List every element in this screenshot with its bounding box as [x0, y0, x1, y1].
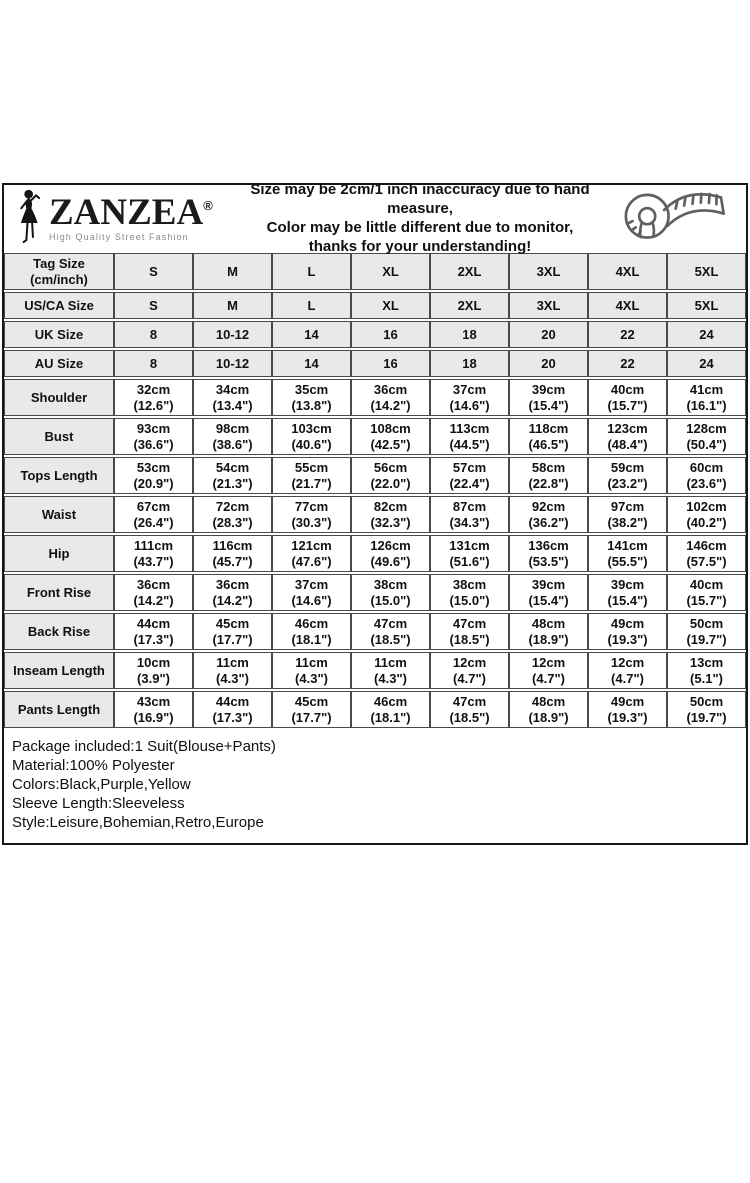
note-line: Sleeve Length:Sleeveless — [12, 795, 185, 812]
table-cell: 39cm (15.4") — [588, 574, 667, 611]
table-cell: 97cm (38.2") — [588, 496, 667, 533]
table-cell: L — [272, 253, 351, 290]
table-cell: 32cm (12.6") — [114, 379, 193, 416]
table-cell: 22 — [588, 350, 667, 377]
table-cell: 8 — [114, 321, 193, 348]
table-cell: 4XL — [588, 292, 667, 319]
brand-logo — [8, 188, 236, 249]
table-cell: 67cm (26.4") — [114, 496, 193, 533]
table-cell: 24 — [667, 321, 746, 348]
table-cell: 12cm (4.7") — [588, 652, 667, 689]
table-cell: 35cm (13.8") — [272, 379, 351, 416]
table-cell: 46cm (18.1") — [351, 691, 430, 728]
table-cell: 34cm (13.4") — [193, 379, 272, 416]
table-cell: S — [114, 292, 193, 319]
table-cell: 60cm (23.6") — [667, 457, 746, 494]
table-row — [4, 574, 746, 611]
table-cell: 39cm (15.4") — [509, 379, 588, 416]
table-cell: XL — [351, 292, 430, 319]
row-label: UK Size — [4, 321, 114, 348]
table-cell: 82cm (32.3") — [351, 496, 430, 533]
table-row — [4, 613, 746, 650]
table-row — [4, 379, 746, 416]
table-cell: 10cm (3.9") — [114, 652, 193, 689]
table-cell: 102cm (40.2") — [667, 496, 746, 533]
table-cell: 93cm (36.6") — [114, 418, 193, 455]
table-cell: 121cm (47.6") — [272, 535, 351, 572]
table-cell: 72cm (28.3") — [193, 496, 272, 533]
table-cell: 2XL — [430, 253, 509, 290]
table-cell: 111cm (43.7") — [114, 535, 193, 572]
table-cell: 24 — [667, 350, 746, 377]
table-cell: 59cm (23.2") — [588, 457, 667, 494]
table-cell: 49cm (19.3") — [588, 691, 667, 728]
table-cell: 48cm (18.9") — [509, 691, 588, 728]
row-label: Pants Length — [4, 691, 114, 728]
table-cell: 49cm (19.3") — [588, 613, 667, 650]
table-cell: 11cm (4.3") — [193, 652, 272, 689]
brand-tagline: High Quality Street Fashion — [49, 232, 189, 242]
row-label: Front Rise — [4, 574, 114, 611]
table-cell: M — [193, 292, 272, 319]
table-cell: 36cm (14.2") — [114, 574, 193, 611]
row-label: Waist — [4, 496, 114, 533]
size-chart-sheet — [2, 183, 748, 845]
table-cell: XL — [351, 253, 430, 290]
registered-mark-icon: ® — [203, 198, 213, 213]
table-cell: 141cm (55.5") — [588, 535, 667, 572]
row-label: Shoulder — [4, 379, 114, 416]
table-cell: 36cm (14.2") — [351, 379, 430, 416]
table-cell: 116cm (45.7") — [193, 535, 272, 572]
table-cell: 54cm (21.3") — [193, 457, 272, 494]
table-cell: 2XL — [430, 292, 509, 319]
row-label: Bust — [4, 418, 114, 455]
table-cell: 16 — [351, 350, 430, 377]
table-cell: 118cm (46.5") — [509, 418, 588, 455]
table-row — [4, 535, 746, 572]
table-cell: 58cm (22.8") — [509, 457, 588, 494]
table-cell: 3XL — [509, 253, 588, 290]
table-cell: 20 — [509, 350, 588, 377]
table-cell: 18 — [430, 321, 509, 348]
table-cell: 56cm (22.0") — [351, 457, 430, 494]
table-row — [4, 691, 746, 728]
table-cell: 10-12 — [193, 321, 272, 348]
table-cell: 4XL — [588, 253, 667, 290]
disclaimer-line-3: thanks for your understanding! — [308, 238, 532, 255]
table-row — [4, 350, 746, 377]
table-cell: 40cm (15.7") — [588, 379, 667, 416]
table-cell: 45cm (17.7") — [193, 613, 272, 650]
table-cell: 44cm (17.3") — [193, 691, 272, 728]
row-label: Back Rise — [4, 613, 114, 650]
note-line: Material:100% Polyester — [12, 757, 175, 774]
table-row — [4, 457, 746, 494]
table-cell: 38cm (15.0") — [430, 574, 509, 611]
product-notes — [4, 730, 746, 843]
table-row — [4, 321, 746, 348]
table-cell: 37cm (14.6") — [272, 574, 351, 611]
table-cell: 43cm (16.9") — [114, 691, 193, 728]
table-cell: 8 — [114, 350, 193, 377]
table-row — [4, 418, 746, 455]
table-cell: 47cm (18.5") — [430, 613, 509, 650]
table-cell: 18 — [430, 350, 509, 377]
table-cell: 22 — [588, 321, 667, 348]
table-cell: S — [114, 253, 193, 290]
table-cell: 11cm (4.3") — [272, 652, 351, 689]
table-cell: 36cm (14.2") — [193, 574, 272, 611]
size-table — [4, 251, 746, 730]
row-label: Tops Length — [4, 457, 114, 494]
table-cell: 48cm (18.9") — [509, 613, 588, 650]
table-cell: 5XL — [667, 292, 746, 319]
table-cell: 38cm (15.0") — [351, 574, 430, 611]
disclaimer-line-1: Size may be 2cm/1 inch inaccuracy due to hand measure, — [250, 181, 590, 217]
table-cell: 13cm (5.1") — [667, 652, 746, 689]
table-cell: 126cm (49.6") — [351, 535, 430, 572]
table-cell: 103cm (40.6") — [272, 418, 351, 455]
note-line: Package included:1 Suit(Blouse+Pants) — [12, 738, 276, 755]
table-cell: 77cm (30.3") — [272, 496, 351, 533]
table-row — [4, 652, 746, 689]
table-cell: 10-12 — [193, 350, 272, 377]
table-cell: 40cm (15.7") — [667, 574, 746, 611]
table-cell: 47cm (18.5") — [430, 691, 509, 728]
table-cell: 45cm (17.7") — [272, 691, 351, 728]
measuring-tape-icon — [604, 186, 742, 250]
table-cell: 108cm (42.5") — [351, 418, 430, 455]
table-cell: 55cm (21.7") — [272, 457, 351, 494]
brand-text-block — [49, 194, 213, 242]
row-label: US/CA Size — [4, 292, 114, 319]
row-label: Hip — [4, 535, 114, 572]
table-cell: 87cm (34.3") — [430, 496, 509, 533]
table-cell: 20 — [509, 321, 588, 348]
table-cell: 47cm (18.5") — [351, 613, 430, 650]
table-cell: 12cm (4.7") — [509, 652, 588, 689]
table-cell: 46cm (18.1") — [272, 613, 351, 650]
note-line: Colors:Black,Purple,Yellow — [12, 776, 191, 793]
row-label: AU Size — [4, 350, 114, 377]
size-table-body — [4, 253, 746, 728]
table-cell: 12cm (4.7") — [430, 652, 509, 689]
table-cell: M — [193, 253, 272, 290]
disclaimer-line-2: Color may be little different due to monitor, — [266, 219, 574, 236]
row-label: Inseam Length — [4, 652, 114, 689]
table-cell: 39cm (15.4") — [509, 574, 588, 611]
table-row — [4, 292, 746, 319]
table-cell: 146cm (57.5") — [667, 535, 746, 572]
table-cell: 131cm (51.6") — [430, 535, 509, 572]
row-label: Tag Size (cm/inch) — [4, 253, 114, 290]
brand-name: ZANZEA® — [49, 192, 213, 233]
table-cell: 5XL — [667, 253, 746, 290]
table-cell: 50cm (19.7") — [667, 691, 746, 728]
header-band — [4, 181, 746, 255]
table-row — [4, 253, 746, 290]
table-cell: 3XL — [509, 292, 588, 319]
table-cell: 16 — [351, 321, 430, 348]
table-cell: 14 — [272, 350, 351, 377]
table-cell: 128cm (50.4") — [667, 418, 746, 455]
disclaimer-text — [236, 180, 604, 256]
woman-silhouette-icon — [16, 188, 46, 249]
table-cell: 136cm (53.5") — [509, 535, 588, 572]
table-cell: 123cm (48.4") — [588, 418, 667, 455]
table-cell: 41cm (16.1") — [667, 379, 746, 416]
table-cell: 98cm (38.6") — [193, 418, 272, 455]
table-row — [4, 496, 746, 533]
table-cell: 92cm (36.2") — [509, 496, 588, 533]
table-cell: 57cm (22.4") — [430, 457, 509, 494]
note-line: Style:Leisure,Bohemian,Retro,Europe — [12, 814, 264, 831]
table-cell: 11cm (4.3") — [351, 652, 430, 689]
table-cell: 113cm (44.5") — [430, 418, 509, 455]
table-cell: 53cm (20.9") — [114, 457, 193, 494]
table-cell: 37cm (14.6") — [430, 379, 509, 416]
table-cell: 50cm (19.7") — [667, 613, 746, 650]
table-cell: 14 — [272, 321, 351, 348]
table-cell: L — [272, 292, 351, 319]
table-cell: 44cm (17.3") — [114, 613, 193, 650]
